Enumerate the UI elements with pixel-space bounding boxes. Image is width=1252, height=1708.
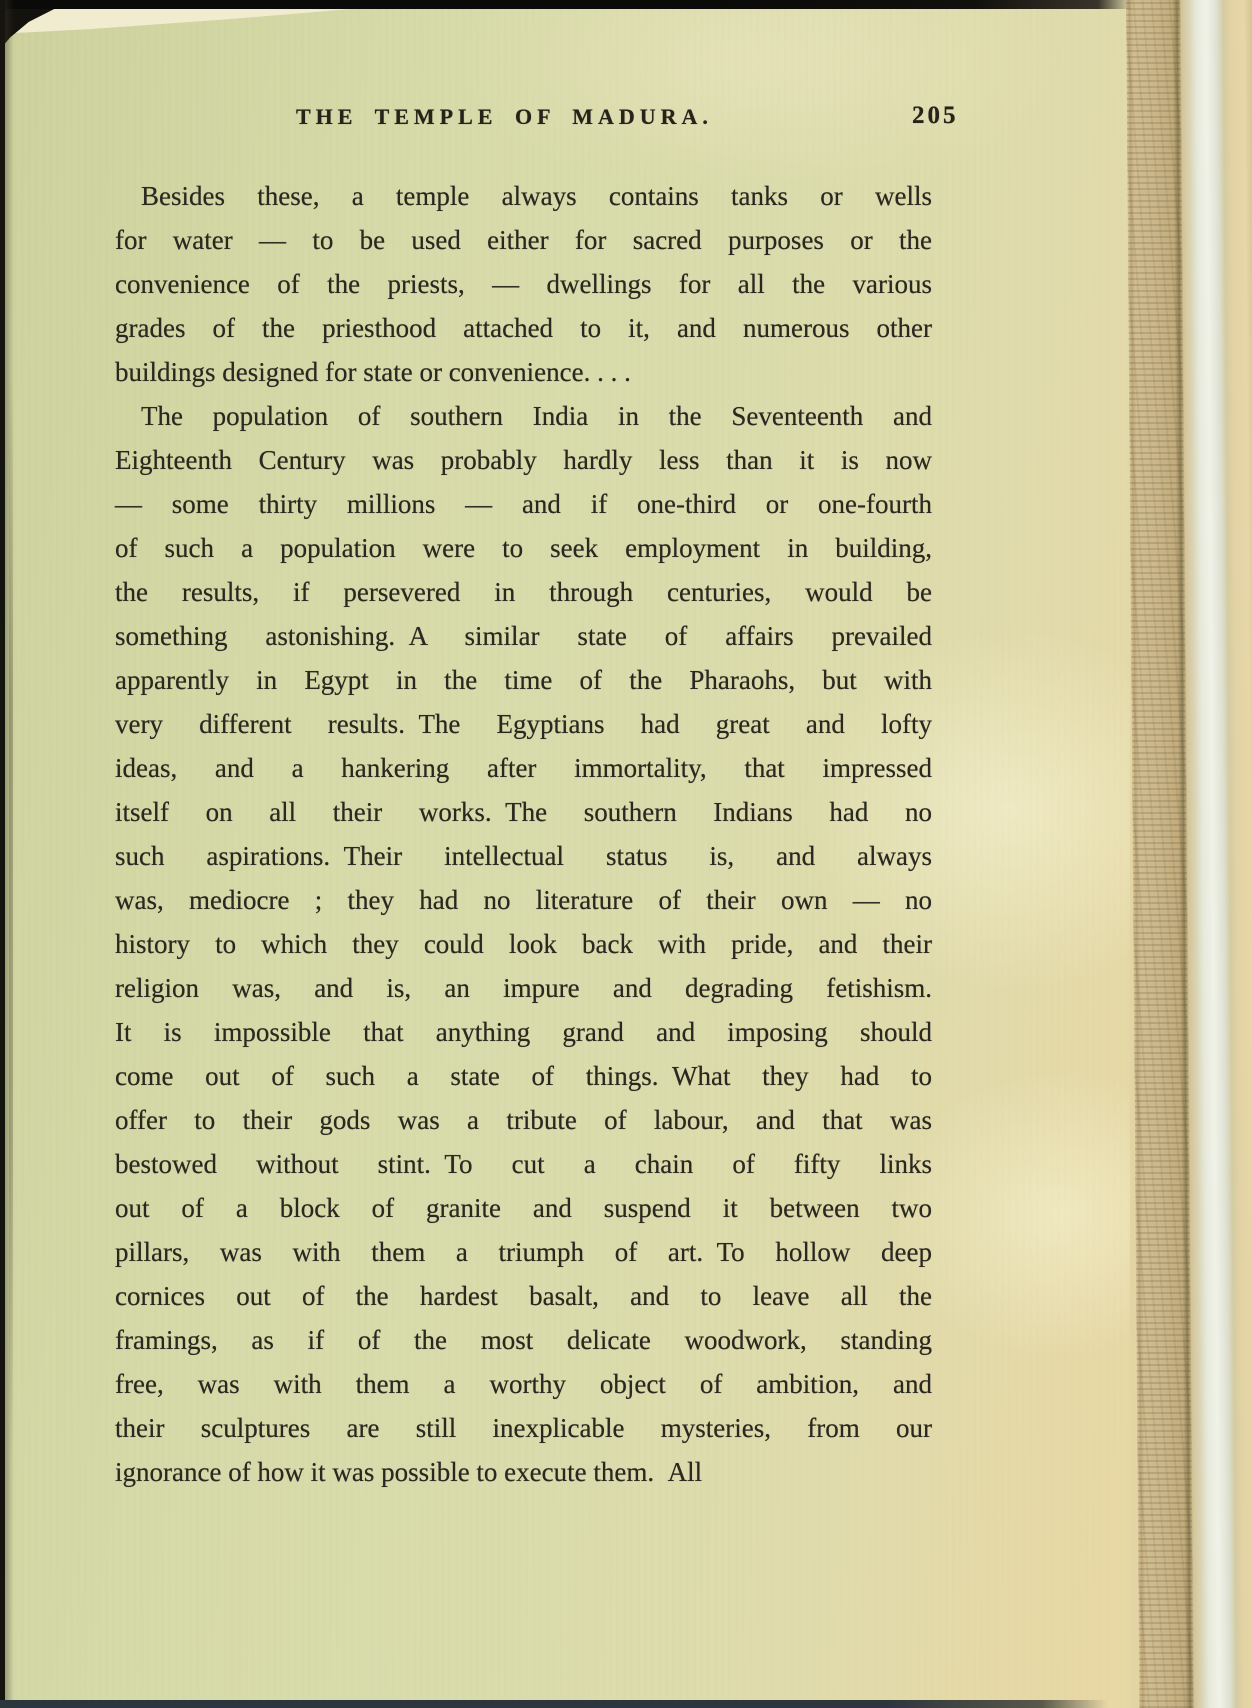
- book-fore-edge: [1126, 0, 1252, 1708]
- text-line: apparently in Egypt in the time of the Pharaohs, but with: [115, 665, 932, 695]
- text-line: convenience of the priests, — dwellings for all the various: [115, 269, 932, 299]
- text-line: for water — to be used either for sacred purposes or the: [115, 225, 932, 255]
- text-line: framings, as if of the most delicate woodwork, standing: [115, 1325, 932, 1355]
- text-line: ignorance of how it was possible to execute them. All: [115, 1457, 703, 1487]
- text-block: [115, 174, 932, 1494]
- text-line: the results, if persevered in through centuries, would be: [115, 577, 932, 607]
- fore-edge-speckle-texture: [1126, 0, 1194, 1708]
- text-line: something astonishing. A similar state of affairs prevailed: [115, 621, 932, 651]
- text-line: itself on all their works. The southern Indians had no: [115, 797, 932, 827]
- text-line: come out of such a state of things. What they had to: [115, 1061, 932, 1091]
- text-line: It is impossible that anything grand and imposing should: [115, 1017, 932, 1047]
- scan-top-edge: [0, 0, 1132, 9]
- text-line: bestowed without stint. To cut a chain of fifty links: [115, 1149, 932, 1179]
- text-line: — some thirty millions — and if one-third or one-fourth: [115, 489, 932, 519]
- scan-bottom-edge: [0, 1700, 1108, 1708]
- text-line: buildings designed for state or convenience. . . .: [115, 357, 631, 387]
- text-line: religion was, and is, an impure and degrading fetishism.: [115, 973, 932, 1003]
- text-line: Besides these, a temple always contains tanks or wells: [141, 181, 932, 211]
- text-line: The population of southern India in the Seventeenth and: [141, 401, 932, 431]
- text-line: pillars, was with them a triumph of art. To hollow deep: [115, 1237, 932, 1267]
- text-line: ideas, and a hankering after immortality, that impressed: [115, 753, 932, 783]
- page-crease-line: [9, 380, 13, 1460]
- text-line: out of a block of granite and suspend it between two: [115, 1193, 932, 1223]
- text-line: very different results. The Egyptians had great and lofty: [115, 709, 932, 739]
- text-line: offer to their gods was a tribute of labour, and that was: [115, 1105, 932, 1135]
- text-line: Eighteenth Century was probably hardly less than it is now: [115, 445, 932, 475]
- text-line: their sculptures are still inexplicable mysteries, from our: [115, 1413, 932, 1443]
- page-number: 205: [912, 102, 959, 129]
- text-line: history to which they could look back with pride, and their: [115, 929, 932, 959]
- text-line: such aspirations. Their intellectual status is, and always: [115, 841, 932, 871]
- text-line: cornices out of the hardest basalt, and to leave all the: [115, 1281, 932, 1311]
- text-line: free, was with them a worthy object of ambition, and: [115, 1369, 932, 1399]
- text-line: was, mediocre ; they had no literature of their own — no: [115, 885, 932, 915]
- running-title: THE TEMPLE OF MADURA.: [296, 104, 713, 129]
- page-header: [115, 102, 959, 144]
- text-line: of such a population were to seek employment in building,: [115, 533, 932, 563]
- text-line: grades of the priesthood attached to it, and numerous other: [115, 313, 932, 343]
